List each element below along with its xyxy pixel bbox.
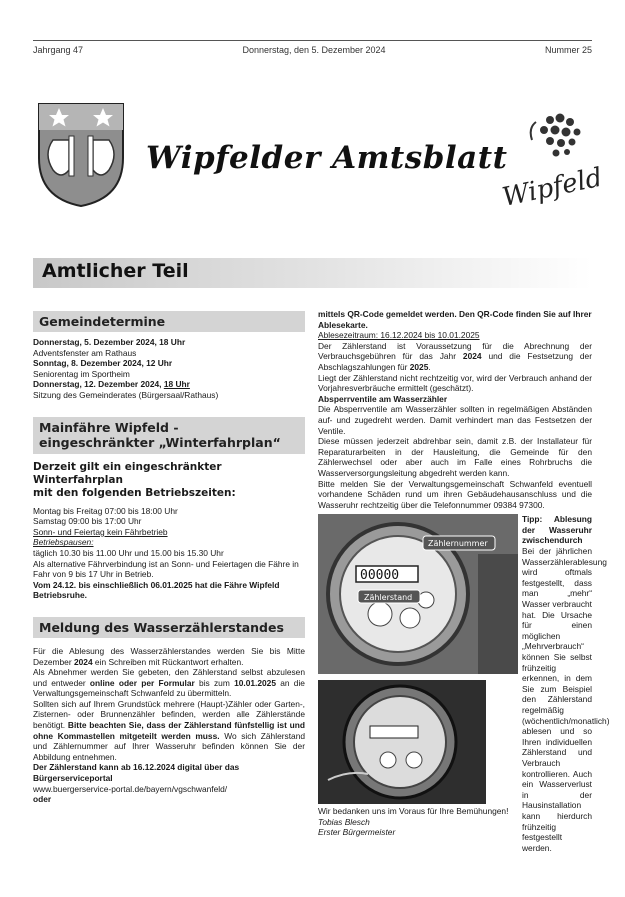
termin-date — [33, 379, 305, 390]
schaeden-paragraph: Bitte melden Sie der Verwaltungsgemeinschaft Schwanfeld eventuell vorhandene Schäden rund um ihren Gebäudehausanschluss und die Wasseruhr rechtzeitig über die Telefonnummer 09384 97300. — [318, 478, 592, 510]
gemeindetermine-heading: Gemeindetermine — [33, 311, 305, 332]
faehre-subheading-line2: mit den folgenden Betriebszeiten: — [33, 486, 236, 499]
dank-line: Wir bedanken uns im Voraus für Ihre Bemühungen! — [318, 806, 509, 817]
section-banner-title: Amtlicher Teil — [42, 260, 189, 282]
faehre-line: Vom 24.12. bis einschließlich 06.01.2025 hat die Fähre Wipfeld Betriebsruhe. — [33, 579, 280, 601]
ablesezeitraum: Ablesezeitraum: 16.12.2024 bis 10.01.2025 — [318, 330, 480, 341]
issue-date: Donnerstag, den 5. Dezember 2024 — [242, 45, 386, 55]
faehre-heading — [33, 417, 305, 454]
termin-text: Sitzung des Gemeinderates (Bürgersaal/Rathaus) — [33, 389, 219, 400]
wasser-paragraph: Für die Ablesung des Wasserzählerstandes werden Sie bis Mitte Dezember 2024 ein Schreiben mit Rückantwort erhalten. — [33, 645, 305, 667]
photo-label-zaehlerstand: Zählerstand — [364, 593, 413, 603]
faehre-subheading — [33, 461, 305, 500]
faehre-heading-line1: Mainfähre Wipfeld - — [39, 419, 179, 435]
volume-label: Jahrgang 47 — [33, 45, 84, 55]
left-column — [33, 311, 305, 805]
wasser-heading: Meldung des Wasserzählerstandes — [33, 617, 305, 638]
tip-box — [522, 514, 610, 853]
tip-text: Bei der jährlichen Wasserzählerablesung wird oftmals festgestellt, dass man „mehr“ Wasser verbraucht hat. Die Ursache für einen möglichen „Mehrverbrauch“ können Sie selbst frühzeitig erkennen, in dem Sie zum Beispiel den Zählerstand regelmäßig (wöchentlich/monatlich) ablesen und so Ihren individuellen Zählerstand und Verbrauch kontrollieren. Auch ein Wasserverlust in der Hausinstallation kann hierdurch frühzeitig festgestellt werden. — [522, 546, 610, 853]
faehre-line: Als alternative Fährverbindung ist an Sonn- und Feiertagen die Fähre in Fahr von 9 bis 17 Uhr in Betrieb. — [33, 558, 299, 580]
wasser-paragraph: Der Zählerstand kann ab 16.12.2024 digital über das Bürgerserviceportal — [33, 762, 240, 784]
photo-label-zaehlernummer: Zählernummer — [428, 539, 488, 549]
schaetzung-paragraph: Liegt der Zählerstand nicht rechtzeitig vor, wird der Verbrauch anhand der Vorjahresverbräuche ermittelt (geschätzt). — [318, 372, 592, 394]
faehre-line: Samstag 09:00 bis 17:00 Uhr — [33, 516, 142, 527]
wipfeld-logo-image — [492, 110, 605, 213]
right-column — [318, 309, 610, 853]
termin-time: 18 Uhr — [163, 379, 190, 390]
coat-of-arms-image — [35, 100, 127, 208]
portal-link[interactable]: www.buergerservice-portal.de/bayern/vgschwanfeld/ — [33, 783, 228, 794]
faehre-line: täglich 10.30 bis 11.00 Uhr und 15.00 bis 15.30 Uhr — [33, 547, 224, 558]
absperrventile-heading: Absperrventile am Wasserzähler — [318, 393, 448, 404]
water-meter-photo-2 — [318, 680, 486, 804]
absperrventile-paragraph: Die Absperrventile am Wasserzähler sollten in regelmäßigen Abständen auf- und zugedreht werden. Damit verhindert man das Festsetzen der Ventile. — [318, 404, 592, 436]
header-rule — [33, 40, 592, 41]
wasser-paragraph: Als Abnehmer werden Sie gebeten, den Zählerstand selbst abzulesen und entweder online oder per Formular bis zum 10.01.2025 an die Verwaltungsgemeinschaft Schwanfeld zu übermitteln. — [33, 667, 305, 699]
termin-date: Sonntag, 8. Dezember 2024, 12 Uhr — [33, 358, 173, 369]
qr-paragraph: mittels QR-Code gemeldet werden. Den QR-Code finden Sie auf Ihrer Ablesekarte. — [318, 309, 592, 330]
termin-date: Donnerstag, 5. Dezember 2024, 18 Uhr — [33, 337, 186, 347]
termin-date-prefix: Donnerstag, 12. Dezember 2024, — [33, 379, 164, 390]
wasser-paragraph: Sollten sich auf Ihrem Grundstück mehrere (Haupt-)Zähler oder Garten-, Zisternen- oder Brunnenzähler befinden, werden alle Zählerstände benötigt. Bitte beachten Sie, dass der Zählerstand fünfstellig ist und ohne Kommastellen mitgeteilt werden muss. Wo sich Zählerstand und Zählernummer auf Ihrer Wasseruhr befinden können Sie der Abbildung entnehmen. — [33, 698, 306, 762]
faehre-line: Sonn- und Feiertag kein Fährbetrieb — [33, 526, 168, 537]
water-meter-photo-1 — [318, 514, 518, 674]
logo-lettering: Wipfeld — [499, 162, 605, 213]
signature-title: Erster Bürgermeister — [318, 827, 396, 838]
tip-title: Tipp: Ablesung der Wasseruhr zwischendurch — [522, 514, 592, 546]
water-meter-image-1 — [318, 514, 518, 674]
signature-name: Tobias Blesch — [318, 816, 370, 827]
abrechnung-paragraph: Der Zählerstand ist Voraussetzung für die Abrechnung der Verbrauchsgebühren für das Jahr 2024 und die Festsetzung der Abschlagszahlungen für 2025. — [318, 340, 592, 372]
wasser-paragraph: oder — [33, 794, 52, 805]
faehre-heading-line2: eingeschränkter „Winterfahrplan“ — [39, 434, 281, 450]
issue-header — [33, 45, 592, 55]
newspaper-title: Wipfelder Amtsblatt — [146, 140, 508, 176]
installateur-paragraph: Diese müssen jederzeit abdrehbar sein, damit z.B. der Installateur für Reparaturarbeiten in der Hausleitung, die Gemeinde für den Zählerwechsel oder aber auch im Falle eines Rohrbruchs die Wasserversorgungsleitung abgedreht werden kann. — [318, 436, 592, 478]
faehre-subheading-line1: Derzeit gilt ein eingeschränkter Winterfahrplan — [33, 460, 222, 486]
water-meter-image-2 — [318, 680, 486, 804]
issue-number: Nummer 25 — [544, 45, 592, 55]
faehre-line: Montag bis Freitag 07:00 bis 18:00 Uhr — [33, 505, 178, 516]
faehre-line: Betriebspausen: — [33, 537, 94, 548]
termine-list — [33, 337, 305, 401]
termin-text: Seniorentag im Sportheim — [33, 368, 130, 379]
meter-digits: 00000 — [360, 568, 400, 584]
termin-text: Adventsfenster am Rathaus — [33, 347, 137, 358]
